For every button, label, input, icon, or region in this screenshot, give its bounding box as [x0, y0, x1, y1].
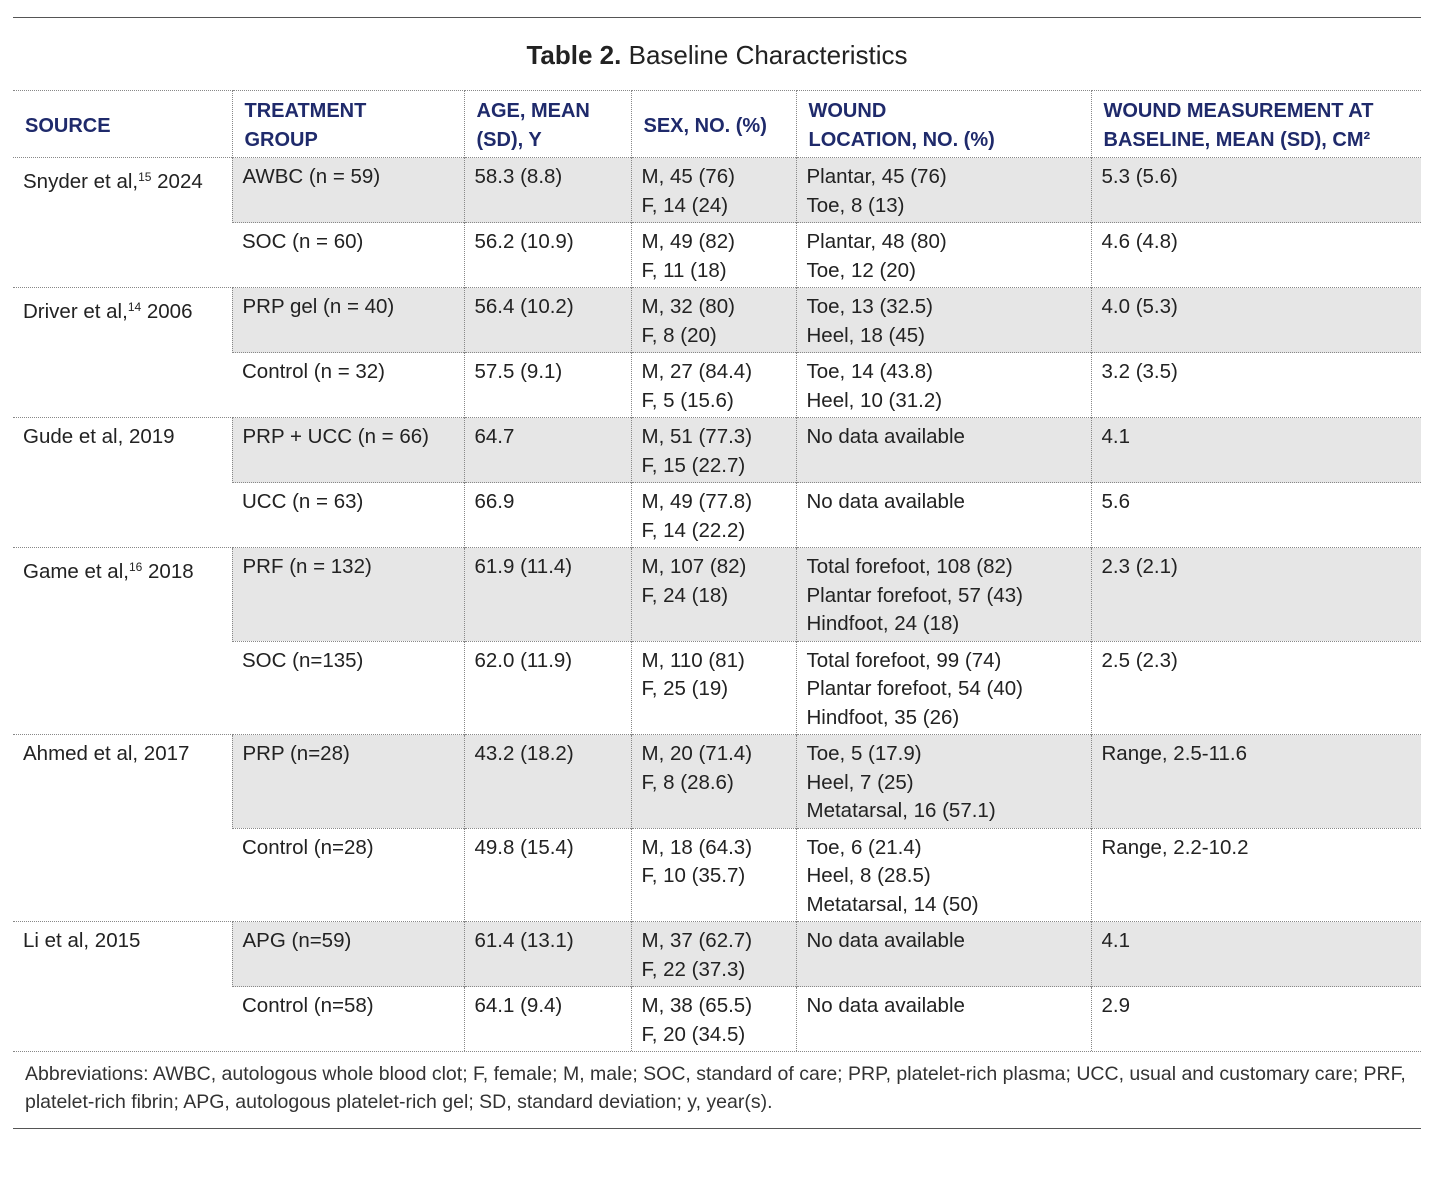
age-cell: 58.3 (8.8): [464, 158, 631, 223]
age-cell: 66.9: [464, 483, 631, 548]
table-row: [13, 158, 1421, 223]
sex-cell: M, 45 (76) F, 14 (24): [631, 158, 796, 223]
table-row: [13, 922, 1421, 987]
treatment-group-cell: Control (n=58): [232, 987, 464, 1052]
wound-location-cell: No data available: [796, 418, 1091, 483]
wound-measurement-cell: Range, 2.2-10.2: [1091, 828, 1421, 922]
treatment-group-cell: Control (n = 32): [232, 353, 464, 418]
bottom-rule: [13, 1128, 1421, 1129]
source-cell: Snyder et al,$^{15}$ 2024: [13, 158, 232, 288]
sex-cell: M, 20 (71.4) F, 8 (28.6): [631, 735, 796, 829]
table-title-number: Table 2.: [526, 40, 622, 70]
treatment-group-cell: APG (n=59): [232, 922, 464, 987]
wound-measurement-cell: Range, 2.5-11.6: [1091, 735, 1421, 829]
wound-location-cell: No data available: [796, 987, 1091, 1052]
treatment-group-cell: SOC (n = 60): [232, 223, 464, 288]
wound-location-cell: Toe, 14 (43.8) Heel, 10 (31.2): [796, 353, 1091, 418]
sex-cell: M, 49 (77.8) F, 14 (22.2): [631, 483, 796, 548]
header-wound-measurement: WOUND MEASUREMENT AT BASELINE, MEAN (SD), CM²: [1091, 91, 1421, 158]
table-row: [13, 418, 1421, 483]
age-cell: 56.4 (10.2): [464, 288, 631, 353]
sex-cell: M, 49 (82) F, 11 (18): [631, 223, 796, 288]
treatment-group-cell: PRF (n = 132): [232, 548, 464, 642]
sex-cell: M, 32 (80) F, 8 (20): [631, 288, 796, 353]
wound-measurement-cell: 2.9: [1091, 987, 1421, 1052]
wound-location-cell: Total forefoot, 99 (74) Plantar forefoot, 54 (40) Hindfoot, 35 (26): [796, 641, 1091, 735]
sex-cell: M, 18 (64.3) F, 10 (35.7): [631, 828, 796, 922]
table-title: [13, 18, 1421, 90]
table-title-text: Baseline Characteristics: [628, 40, 908, 70]
age-cell: 61.9 (11.4): [464, 548, 631, 642]
age-cell: 64.7: [464, 418, 631, 483]
sex-cell: M, 51 (77.3) F, 15 (22.7): [631, 418, 796, 483]
wound-measurement-cell: 4.1: [1091, 922, 1421, 987]
wound-measurement-cell: 2.3 (2.1): [1091, 548, 1421, 642]
age-cell: 62.0 (11.9): [464, 641, 631, 735]
age-cell: 57.5 (9.1): [464, 353, 631, 418]
source-cell: Ahmed et al, 2017: [13, 735, 232, 922]
wound-location-cell: No data available: [796, 922, 1091, 987]
age-cell: 61.4 (13.1): [464, 922, 631, 987]
wound-location-cell: No data available: [796, 483, 1091, 548]
sex-cell: M, 107 (82) F, 24 (18): [631, 548, 796, 642]
treatment-group-cell: AWBC (n = 59): [232, 158, 464, 223]
header-source: SOURCE: [13, 91, 232, 158]
header-wound-location: WOUND LOCATION, NO. (%): [796, 91, 1091, 158]
reference-superscript: 14: [127, 300, 142, 314]
reference-superscript: 16: [128, 560, 143, 574]
wound-measurement-cell: 3.2 (3.5): [1091, 353, 1421, 418]
source-cell: Li et al, 2015: [13, 922, 232, 1052]
header-row: [13, 91, 1421, 158]
treatment-group-cell: PRP gel (n = 40): [232, 288, 464, 353]
wound-measurement-cell: 5.3 (5.6): [1091, 158, 1421, 223]
header-age: AGE, MEAN (SD), Y: [464, 91, 631, 158]
sex-cell: M, 110 (81) F, 25 (19): [631, 641, 796, 735]
footnote: Abbreviations: AWBC, autologous whole blood clot; F, female; M, male; SOC, standard of care; PRP, platelet-rich plasma; UCC, usual and customary care; PRF, platelet-rich fibrin; APG, autologous platelet-rich gel; SD, standard deviation; y, year(s).: [13, 1051, 1421, 1126]
age-cell: 56.2 (10.9): [464, 223, 631, 288]
header-treatment-group: TREATMENT GROUP: [232, 91, 464, 158]
table-row: [13, 735, 1421, 829]
treatment-group-cell: PRP + UCC (n = 66): [232, 418, 464, 483]
table-figure: [13, 17, 1421, 1129]
table-row: [13, 288, 1421, 353]
age-cell: 64.1 (9.4): [464, 987, 631, 1052]
wound-location-cell: Plantar, 45 (76) Toe, 8 (13): [796, 158, 1091, 223]
sex-cell: M, 37 (62.7) F, 22 (37.3): [631, 922, 796, 987]
wound-measurement-cell: 2.5 (2.3): [1091, 641, 1421, 735]
wound-location-cell: Toe, 13 (32.5) Heel, 18 (45): [796, 288, 1091, 353]
wound-location-cell: Toe, 6 (21.4) Heel, 8 (28.5) Metatarsal, 14 (50): [796, 828, 1091, 922]
treatment-group-cell: SOC (n=135): [232, 641, 464, 735]
baseline-table: [13, 90, 1421, 1051]
treatment-group-cell: UCC (n = 63): [232, 483, 464, 548]
wound-location-cell: Plantar, 48 (80) Toe, 12 (20): [796, 223, 1091, 288]
wound-location-cell: Total forefoot, 108 (82) Plantar forefoot, 57 (43) Hindfoot, 24 (18): [796, 548, 1091, 642]
reference-superscript: 15: [138, 170, 152, 184]
wound-measurement-cell: 4.6 (4.8): [1091, 223, 1421, 288]
wound-location-cell: Toe, 5 (17.9) Heel, 7 (25) Metatarsal, 16 (57.1): [796, 735, 1091, 829]
wound-measurement-cell: 5.6: [1091, 483, 1421, 548]
treatment-group-cell: PRP (n=28): [232, 735, 464, 829]
header-sex: SEX, NO. (%): [631, 91, 796, 158]
wound-measurement-cell: 4.0 (5.3): [1091, 288, 1421, 353]
age-cell: 43.2 (18.2): [464, 735, 631, 829]
table-row: [13, 548, 1421, 642]
table-body: [13, 158, 1421, 1052]
treatment-group-cell: Control (n=28): [232, 828, 464, 922]
source-cell: Driver et al,$^{14}$ 2006: [13, 288, 232, 418]
sex-cell: M, 38 (65.5) F, 20 (34.5): [631, 987, 796, 1052]
sex-cell: M, 27 (84.4) F, 5 (15.6): [631, 353, 796, 418]
source-cell: Gude et al, 2019: [13, 418, 232, 548]
wound-measurement-cell: 4.1: [1091, 418, 1421, 483]
age-cell: 49.8 (15.4): [464, 828, 631, 922]
source-cell: Game et al,$^{16}$ 2018: [13, 548, 232, 735]
